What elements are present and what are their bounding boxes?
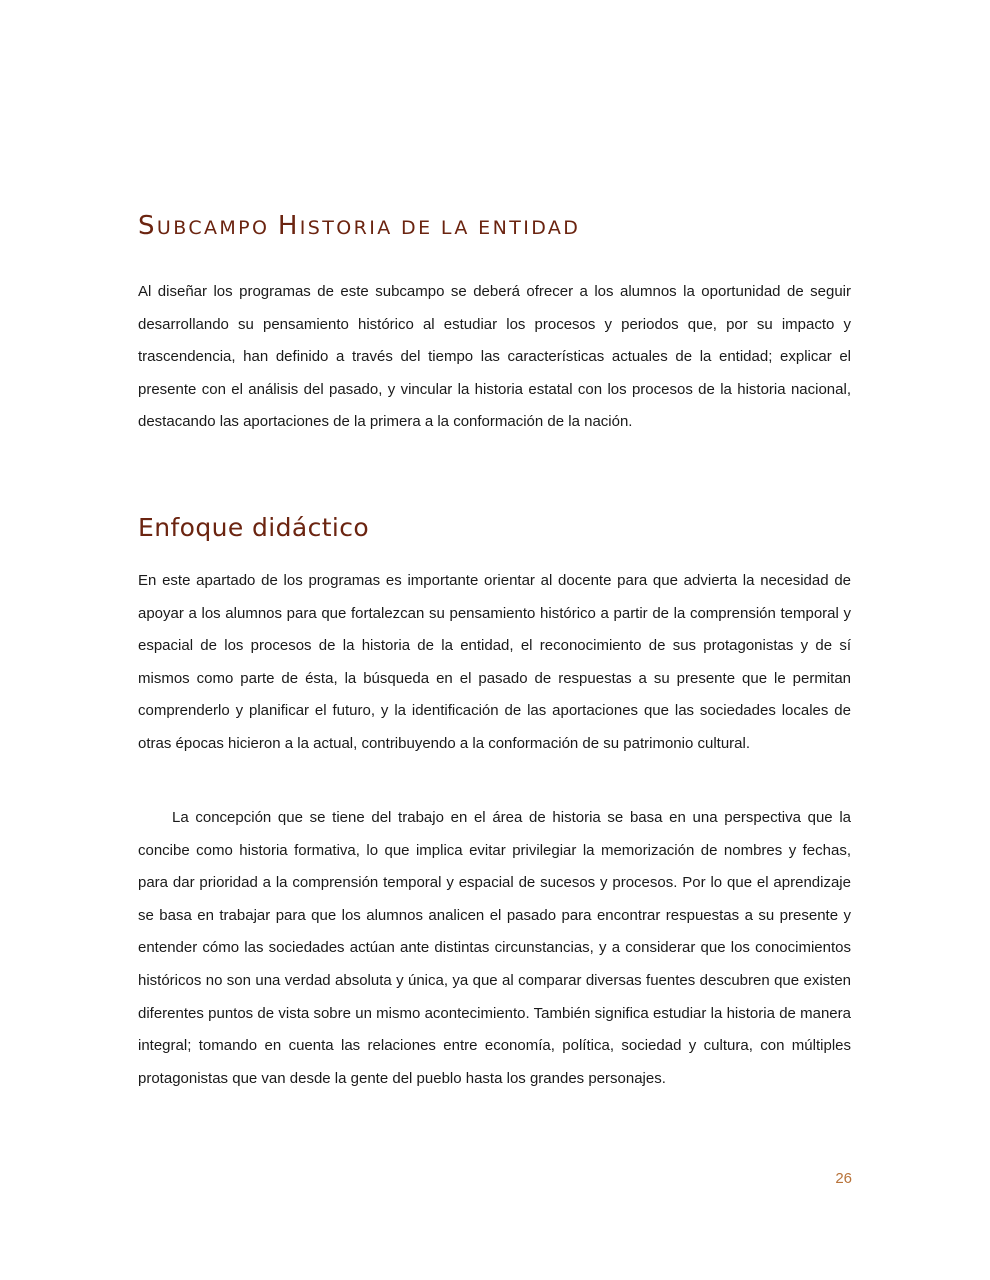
section-heading-initial-1: S — [138, 211, 157, 241]
subsection-paragraph-1: En este apartado de los programas es importante orientar al docente para que advierta la necesidad de apoyar a los alumnos para que fortalezcan su pensamiento histórico a partir de la comprensión temporal y espacial de los procesos de la historia de la entidad, el reconocimiento de sus protagonistas y de sí mismos como parte de ésta, la búsqueda en el pasado de respuestas a su presente que le permitan comprenderlo y planificar el futuro, y la identificación de las aportaciones que las sociedades locales de otras épocas hicieron a la actual, contribuyendo a la conformación de su patrimonio cultural. — [138, 572, 851, 752]
page-number: 26 — [835, 1170, 852, 1187]
section-heading-initial-2: H — [277, 211, 300, 241]
subsection-paragraph-2: La concepción que se tiene del trabajo en el área de historia se basa en una perspectiva que la concibe como historia formativa, lo que implica evitar privilegiar la memorización de nombres y fechas, para dar prioridad a la comprensión temporal y espacial de sucesos y procesos. Por lo que el aprendizaje se basa en trabajar para que los alumnos analicen el pasado para encontrar respuestas a su presente y entender cómo las sociedades actúan ante distintas circunstancias, y a considerar que los conocimientos históricos no son una verdad absoluta y única, ya que al comparar diversas fuentes descubren que existen diferentes puntos de vista sobre un mismo acontecimiento. También significa estudiar la historia de manera integral; tomando en cuenta las relaciones entre economía, política, sociedad y cultura, con múltiples protagonistas que van desde la gente del pueblo hasta los grandes personajes. — [138, 809, 851, 1087]
section-heading — [138, 210, 580, 244]
subsection-heading: Enfoque didáctico — [138, 513, 370, 542]
section-paragraph: Al diseñar los programas de este subcampo se deberá ofrecer a los alumnos la oportunidad de seguir desarrollando su pensamiento histórico al estudiar los procesos y periodos que, por su impacto y trascendencia, han definido a través del tiempo las características actuales de la entidad; explicar el presente con el análisis del pasado, y vincular la historia estatal con los procesos de la historia nacional, destacando las aportaciones de la primera a la conformación de la nación. — [138, 283, 851, 431]
section-heading-part-2: ISTORIA DE LA ENTIDAD — [299, 217, 581, 239]
section-heading-part-1: UBCAMPO — [156, 217, 278, 239]
